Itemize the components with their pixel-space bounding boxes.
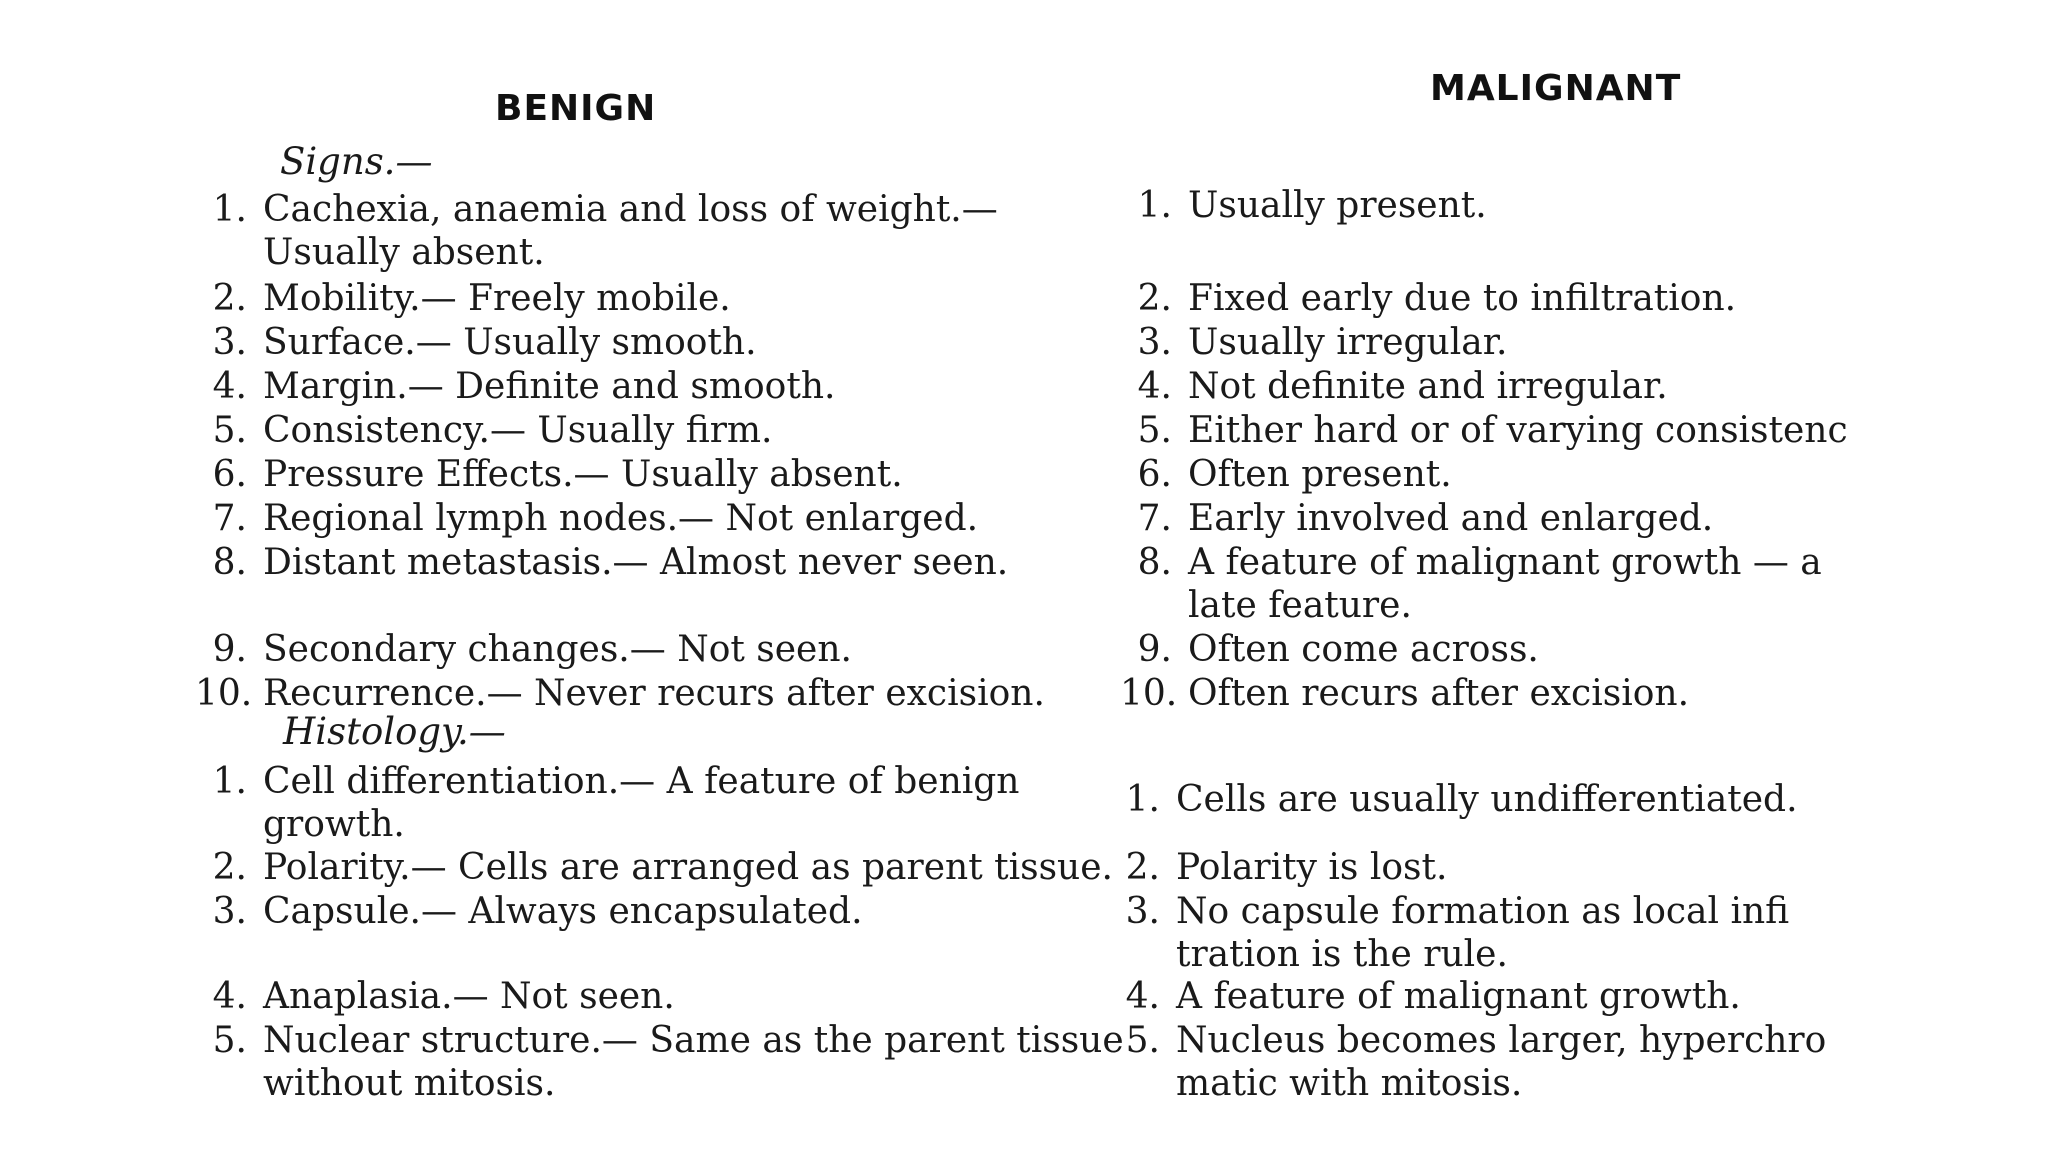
item-text-line: Early involved and enlarged. [1188,498,1714,539]
item-number: 1. [1137,185,1172,226]
item-text-line: Not definite and irregular. [1188,366,1668,407]
item-text-line: Often come across. [1188,629,1539,670]
item-number: 9. [1137,629,1172,670]
item-text-line: Either hard or of varying consistenc [1188,410,1848,451]
item-text [1188,541,1822,627]
item-text [263,628,852,671]
item-number: 7. [212,498,247,539]
item-text-line: Polarity is lost. [1176,847,1448,888]
item-text-line: Polarity.— Cells are arranged as parent tissue. [263,847,1113,888]
item-text-line: Cell differentiation.— A feature of benign [263,761,1020,802]
item-text-line: without mitosis. [263,1063,556,1104]
item-number: 5. [212,410,247,451]
item-text [1176,890,1789,976]
item-text [1188,453,1452,496]
item-number: 2. [212,847,247,888]
item-text-line: Recurrence.— Never recurs after excision. [263,673,1045,714]
item-number: 3. [212,891,247,932]
item-text-line: Regional lymph nodes.— Not enlarged. [263,498,979,539]
item-text-line: Consistency.— Usually firm. [263,410,773,451]
item-text [1176,1019,1826,1105]
item-text-line: Fixed early due to infiltration. [1188,278,1737,319]
item-text [263,277,731,320]
item-text [1188,321,1507,364]
item-number: 10. [1120,673,1178,714]
item-text-line: Surface.— Usually smooth. [263,322,757,363]
item-number: 6. [212,454,247,495]
item-text [1188,184,1487,227]
item-text [1188,365,1668,408]
item-text [263,846,1113,889]
item-number: 4. [212,976,247,1017]
item-text [263,541,1008,584]
item-text-line: Often present. [1188,454,1452,495]
item-text [263,497,978,540]
item-text [1188,672,1689,715]
item-text-line: late feature. [1188,585,1412,626]
item-number: 8. [212,542,247,583]
item-number: 3. [1125,891,1160,932]
item-number: 1. [212,189,247,230]
item-number: 3. [212,322,247,363]
item-number: 5. [212,1020,247,1061]
item-text-line: Pressure Effects.— Usually absent. [263,454,903,495]
item-number: 4. [1137,366,1172,407]
signs-section-label: Signs.— [280,140,433,183]
item-text-line: Cells are usually undifferentiated. [1176,779,1798,820]
malignant-heading: MALIGNANT [1430,68,1682,109]
item-text-line: Usually present. [1188,185,1487,226]
item-number: 4. [1125,976,1160,1017]
item-text [263,1019,1124,1105]
item-text-line: matic with mitosis. [1176,1063,1523,1104]
item-text [263,890,863,933]
item-text-line: Often recurs after excision. [1188,673,1690,714]
item-text-line: A feature of malignant growth — a [1188,542,1822,583]
item-text [1188,277,1736,320]
item-text-line: Cachexia, anaemia and loss of weight.— [263,189,998,230]
item-text [263,672,1045,715]
item-number: 4. [212,366,247,407]
item-text [1176,975,1741,1018]
item-text [263,365,835,408]
item-text-line: Distant metastasis.— Almost never seen. [263,542,1009,583]
benign-heading: BENIGN [495,88,657,129]
item-text-line: Anaplasia.— Not seen. [263,976,675,1017]
item-text [1188,409,1848,452]
item-text [263,321,757,364]
item-number: 8. [1137,542,1172,583]
item-number: 1. [1125,779,1160,820]
item-text [1188,497,1713,540]
item-number: 9. [212,629,247,670]
item-text-line: Usually irregular. [1188,322,1508,363]
histology-section-label: Histology.— [283,710,506,753]
item-number: 2. [1137,278,1172,319]
item-text-line: Nucleus becomes larger, hyperchro [1176,1020,1827,1061]
item-text [1188,628,1539,671]
item-text [263,409,773,452]
item-number: 7. [1137,498,1172,539]
item-text [1176,846,1447,889]
item-number: 10. [195,673,253,714]
item-text-line: growth. [263,804,405,845]
item-text [1176,778,1798,821]
item-text [263,760,1020,846]
item-number: 5. [1125,1020,1160,1061]
item-text-line: A feature of malignant growth. [1176,976,1741,1017]
item-number: 1. [212,761,247,802]
item-text-line: Margin.— Definite and smooth. [263,366,836,407]
item-text-line: Mobility.— Freely mobile. [263,278,731,319]
item-text-line: Usually absent. [263,232,545,273]
item-text-line: Nuclear structure.— Same as the parent tissue [263,1020,1124,1061]
item-text-line: tration is the rule. [1176,934,1508,975]
item-text-line: Capsule.— Always encapsulated. [263,891,863,932]
item-text-line: Secondary changes.— Not seen. [263,629,852,670]
item-number: 3. [1137,322,1172,363]
item-text [263,975,675,1018]
item-number: 6. [1137,454,1172,495]
item-number: 2. [212,278,247,319]
item-number: 5. [1137,410,1172,451]
item-text [263,453,903,496]
item-text-line: No capsule formation as local infi [1176,891,1790,932]
item-number: 2. [1125,847,1160,888]
item-text [263,188,998,274]
